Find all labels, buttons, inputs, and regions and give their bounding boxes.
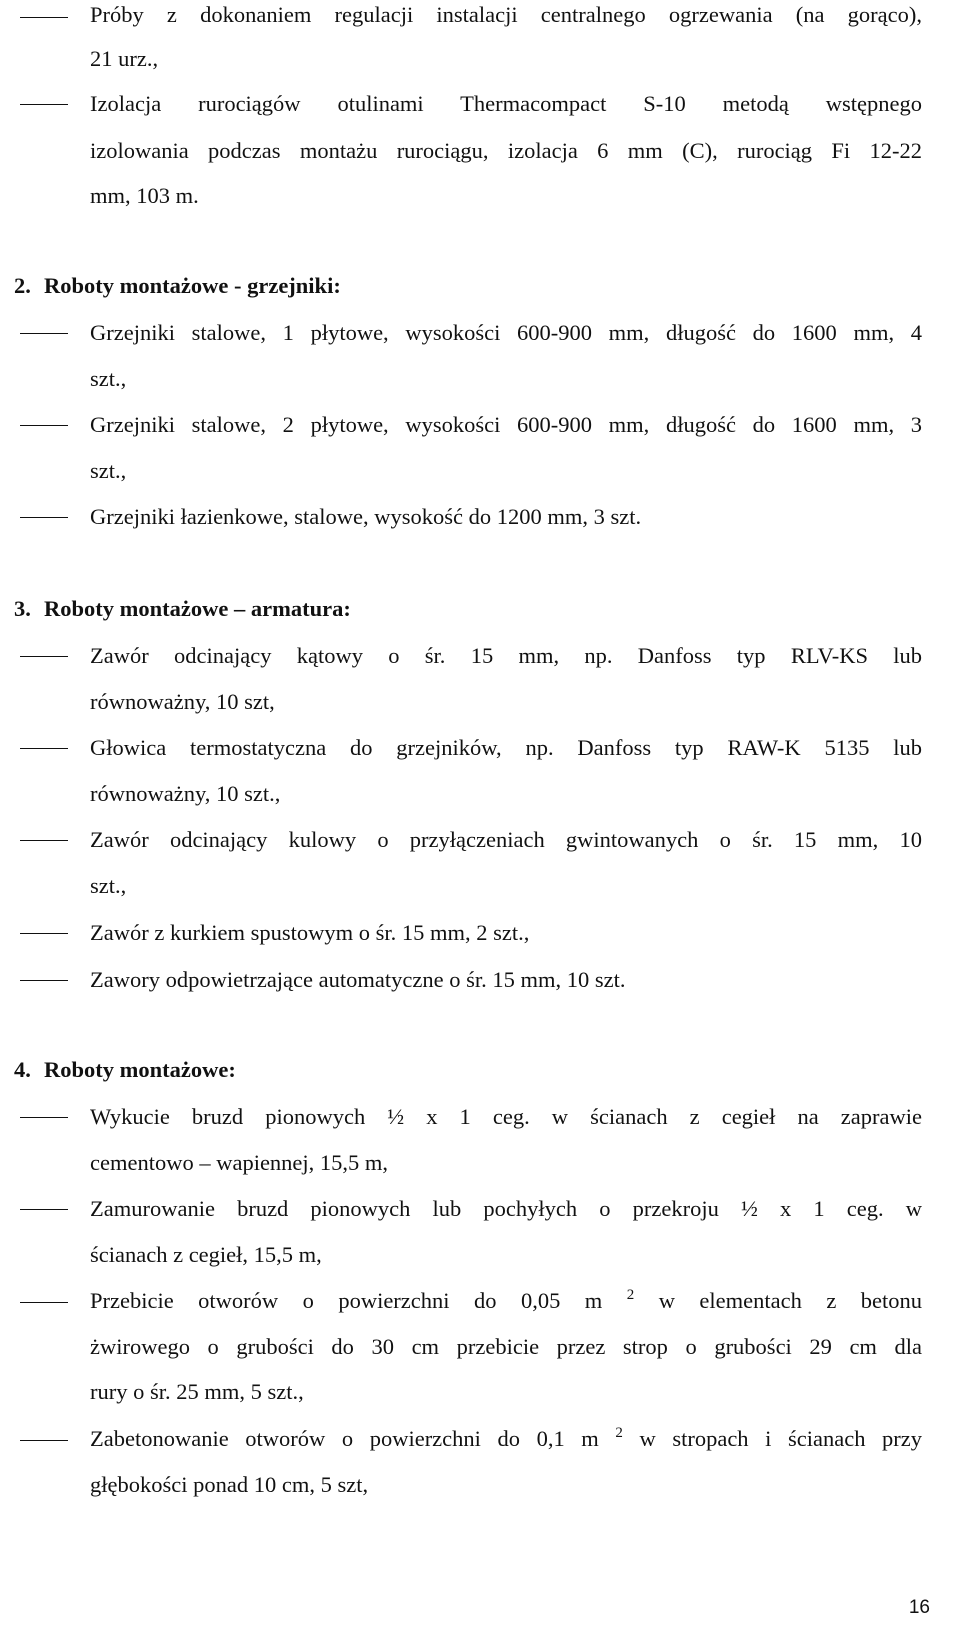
list-dash (20, 933, 68, 934)
list-dash (20, 980, 68, 981)
list-item-text (90, 1424, 922, 1457)
list-item-text-part: Przebicie otworów o powierzchni do 0,05 m (90, 1288, 603, 1313)
list-item-text (90, 1286, 922, 1319)
list-item-text: głębokości ponad 10 cm, 5 szt, (90, 1472, 369, 1497)
section-heading (14, 271, 341, 301)
superscript: 2 (615, 1425, 623, 1441)
list-item-text: mm, 103 m. (90, 183, 199, 208)
list-item-text-part: Zabetonowanie otworów o powierzchni do 0,1 m (90, 1426, 599, 1451)
list-item-text-part: w stropach i ścianach przy (639, 1426, 923, 1451)
list-item-text: Próby z dokonaniem regulacji instalacji centralnego ogrzewania (na gorąco), (90, 2, 922, 27)
list-item-text: Zawór odcinający kątowy o śr. 15 mm, np. Danfoss typ RLV-KS lub (90, 643, 922, 668)
list-item-text: ścianach z cegieł, 15,5 m, (90, 1242, 322, 1267)
list-item-text: cementowo – wapiennej, 15,5 m, (90, 1150, 389, 1175)
list-item-text: żwirowego o grubości do 30 cm przebicie przez strop o grubości 29 cm dla (90, 1334, 922, 1359)
superscript: 2 (626, 1287, 635, 1303)
list-item-text: równoważny, 10 szt., (90, 781, 281, 806)
list-dash (20, 333, 68, 334)
list-item-text: szt., (90, 458, 127, 483)
list-item-text: Głowica termostatyczna do grzejników, np. Danfoss typ RAW-K 5135 lub (90, 735, 922, 760)
list-dash (20, 748, 68, 749)
list-item-text: Wykucie bruzd pionowych ½ x 1 ceg. w ścianach z cegieł na zaprawie (90, 1104, 922, 1129)
list-item-text: szt., (90, 873, 127, 898)
page-number: 16 (908, 1597, 930, 1618)
list-item-text: izolowania podczas montażu rurociągu, izolacja 6 mm (C), rurociąg Fi 12-22 (90, 138, 922, 163)
section-title: Roboty montażowe: (44, 1057, 236, 1082)
list-item-text: 21 urz., (90, 46, 159, 71)
list-item-text: Grzejniki stalowe, 1 płytowe, wysokości 600-900 mm, długość do 1600 mm, 4 (90, 320, 922, 345)
list-dash (20, 104, 68, 105)
section-heading (14, 594, 351, 624)
list-item-text: Grzejniki stalowe, 2 płytowe, wysokości 600-900 mm, długość do 1600 mm, 3 (90, 412, 922, 437)
list-item-text-part: w elementach z betonu (658, 1288, 923, 1313)
list-item-text: Zawory odpowietrzające automatyczne o śr. 15 mm, 10 szt. (90, 967, 626, 992)
list-item-text: szt., (90, 366, 127, 391)
section-number: 2. (14, 273, 31, 298)
list-item-text: Izolacja rurociągów otulinami Thermacompact S-10 metodą wstępnego (90, 91, 922, 116)
section-title: Roboty montażowe – armatura: (44, 596, 351, 621)
list-dash (20, 1302, 68, 1303)
section-number: 3. (14, 596, 31, 621)
list-dash (20, 1117, 68, 1118)
list-dash (20, 1440, 68, 1441)
list-item-text: Zamurowanie bruzd pionowych lub pochyłych o przekroju ½ x 1 ceg. w (90, 1196, 922, 1221)
list-item-text: równoważny, 10 szt, (90, 689, 275, 714)
section-number: 4. (14, 1057, 31, 1082)
list-dash (20, 840, 68, 841)
list-dash (20, 656, 68, 657)
list-dash (20, 425, 68, 426)
list-dash (20, 17, 68, 18)
list-item-text: Zawór z kurkiem spustowym o śr. 15 mm, 2 szt., (90, 920, 530, 945)
section-title: Roboty montażowe - grzejniki: (44, 273, 341, 298)
list-dash (20, 1209, 68, 1210)
list-item-text: Zawór odcinający kulowy o przyłączeniach gwintowanych o śr. 15 mm, 10 (90, 827, 922, 852)
list-item-text: rury o śr. 25 mm, 5 szt., (90, 1379, 304, 1404)
section-heading (14, 1055, 236, 1085)
list-item-text: Grzejniki łazienkowe, stalowe, wysokość do 1200 mm, 3 szt. (90, 504, 642, 529)
list-dash (20, 517, 68, 518)
